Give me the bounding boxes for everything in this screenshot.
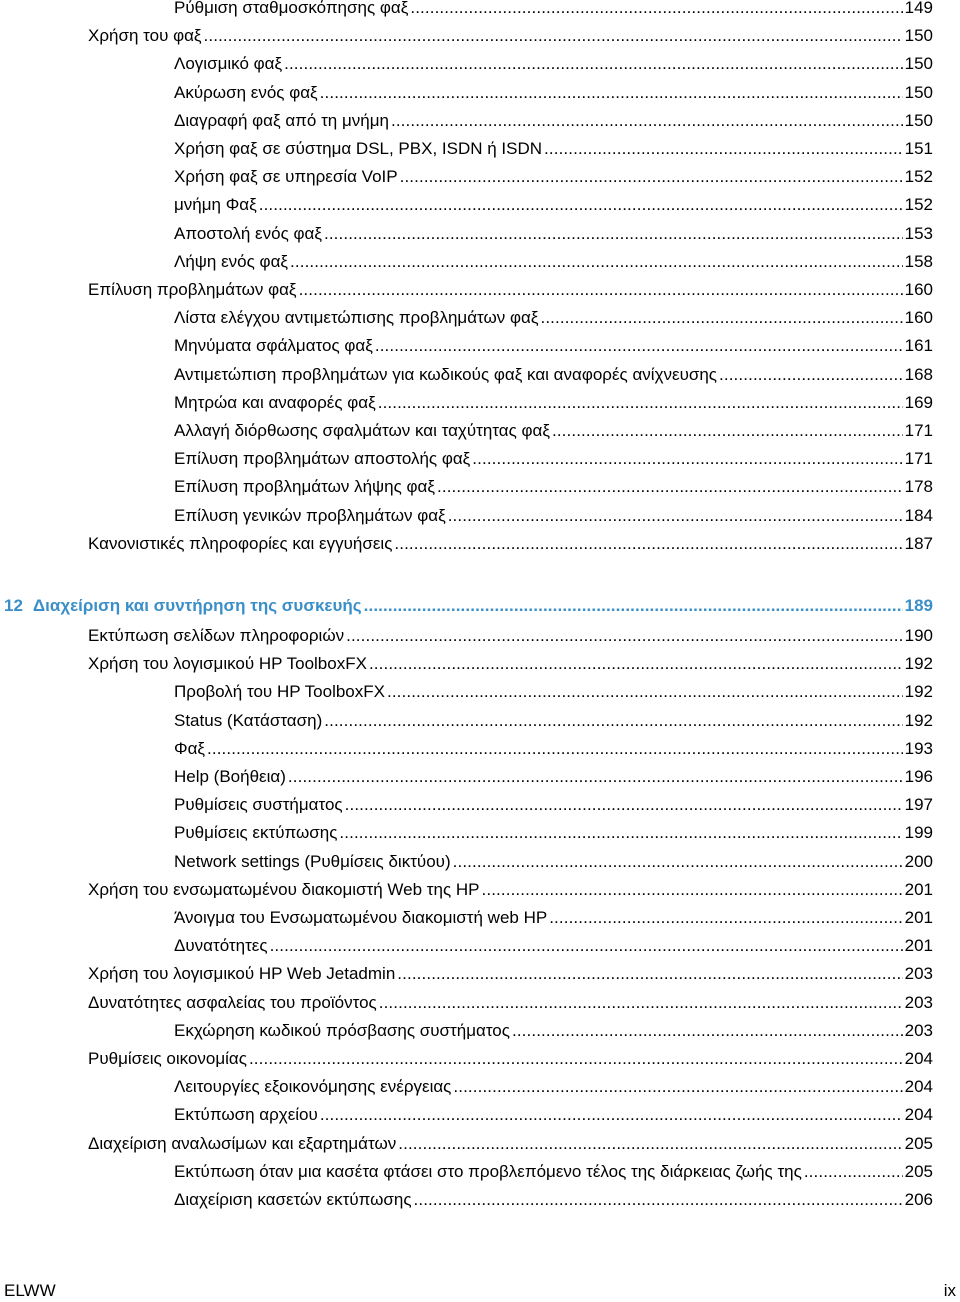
dot-leader — [549, 904, 902, 932]
toc-entry[interactable] — [174, 1101, 933, 1129]
toc-entry-title: Εκτύπωση όταν μια κασέτα φτάσει στο προβλεπόμενο τέλος της διάρκειας ζωής της — [174, 1161, 802, 1181]
dot-leader — [512, 1017, 903, 1045]
dot-leader — [453, 848, 903, 876]
dot-leader — [346, 622, 903, 650]
toc-entry-title: Εκχώρηση κωδικού πρόσβασης συστήματος — [174, 1020, 510, 1040]
toc-entry-title: μνήμη Φαξ — [174, 195, 257, 215]
dot-leader — [369, 650, 903, 678]
dot-leader — [324, 707, 902, 735]
dot-leader — [453, 1073, 902, 1101]
toc-entry-page-number: 201 — [904, 908, 933, 927]
toc-entry[interactable] — [174, 304, 933, 332]
dot-leader — [552, 417, 903, 445]
toc-entry-title: Προβολή του HP ToolboxFX — [174, 682, 385, 702]
dot-leader — [249, 1045, 903, 1073]
toc-entry[interactable] — [174, 248, 933, 276]
toc-entry-title: Επίλυση προβλημάτων φαξ — [88, 280, 297, 299]
toc-entry[interactable] — [174, 791, 933, 819]
dot-leader — [284, 50, 903, 78]
toc-entry-page-number: 196 — [904, 767, 933, 786]
toc-entry-title: Ακύρωση ενός φαξ — [174, 82, 318, 102]
chapter-number: 12 — [4, 596, 23, 615]
dot-leader — [339, 819, 902, 847]
toc-entry[interactable] — [174, 163, 933, 191]
toc-entry-title: Λίστα ελέγχου αντιμετώπισης προβλημάτων φαξ — [174, 308, 539, 328]
toc-entry-page-number: 150 — [904, 26, 933, 46]
dot-leader — [540, 304, 902, 332]
toc-entry-page-number: 193 — [904, 738, 933, 758]
toc-entry[interactable] — [174, 1073, 933, 1101]
toc-entry[interactable] — [88, 622, 933, 650]
toc-entry-title: Network settings (Ρυθμίσεις δικτύου) — [174, 851, 451, 871]
toc-entry-title: Ρυθμίσεις εκτύπωσης — [174, 823, 338, 843]
chapter-page-number: 189 — [904, 596, 933, 615]
toc-entry-page-number: 184 — [904, 505, 933, 525]
dot-leader — [207, 735, 903, 763]
toc-entry[interactable] — [174, 473, 933, 501]
toc-entry[interactable] — [174, 1017, 933, 1045]
toc-entry[interactable] — [88, 650, 933, 678]
toc-entry-title: Φαξ — [174, 738, 206, 758]
chapter-title: Διαχείριση και συντήρηση της συσκευής — [32, 596, 362, 615]
footer-edition: ELWW — [4, 1281, 56, 1300]
dot-leader — [544, 135, 903, 163]
toc-entry-page-number: 205 — [904, 1133, 933, 1153]
toc-entry-title: Χρήση φαξ σε υπηρεσία VoIP — [174, 167, 398, 187]
toc-entry-title: Άνοιγμα του Ενσωματωμένου διακομιστή web HP — [174, 908, 548, 927]
toc-entry-page-number: 150 — [904, 54, 933, 74]
toc-entry-page-number: 178 — [904, 477, 933, 497]
dot-leader — [387, 678, 903, 706]
toc-entry-title: Αποστολή ενός φαξ — [174, 223, 322, 243]
toc-entry[interactable] — [174, 191, 933, 219]
toc-entry-page-number: 201 — [904, 879, 933, 899]
toc-entry[interactable] — [174, 107, 933, 135]
toc-entry-page-number: 158 — [904, 251, 933, 271]
toc-entry-title: Μηνύματα σφάλματος φαξ — [174, 336, 373, 356]
dot-leader — [378, 389, 903, 417]
dot-leader — [448, 502, 903, 530]
toc-entry-title: Διαχείριση κασετών εκτύπωσης — [174, 1190, 412, 1209]
toc-entry-title: Ρυθμίσεις συστήματος — [174, 795, 343, 815]
toc-entry-page-number: 152 — [904, 195, 933, 215]
dot-leader — [398, 1130, 902, 1158]
toc-entry-title: Help (Βοήθεια) — [174, 767, 286, 786]
dot-leader — [804, 1158, 903, 1186]
toc-entry-page-number: 192 — [904, 682, 933, 702]
toc-entry-title: Επίλυση γενικών προβλημάτων φαξ — [174, 505, 446, 525]
toc-entry-title: Επίλυση προβλημάτων λήψης φαξ — [174, 477, 435, 497]
toc-entry[interactable] — [174, 445, 933, 473]
toc-entry-title: Επίλυση προβλημάτων αποστολής φαξ — [174, 449, 471, 469]
toc-entry-title: Εκτύπωση αρχείου — [174, 1105, 318, 1125]
toc-entry-page-number: 200 — [904, 851, 933, 871]
dot-leader — [259, 191, 903, 219]
toc-entry-title: Χρήση του λογισμικού HP Web Jetadmin — [88, 964, 396, 984]
dot-leader — [379, 989, 903, 1017]
dot-leader — [288, 763, 903, 791]
dot-leader — [270, 932, 903, 960]
toc-entry-page-number: 205 — [904, 1161, 933, 1181]
dot-leader — [204, 22, 903, 50]
toc-entry-title: Μητρώα και αναφορές φαξ — [174, 392, 376, 412]
dot-leader — [400, 163, 903, 191]
toc-entry[interactable] — [88, 989, 933, 1017]
toc-entry-title: Λογισμικό φαξ — [174, 54, 283, 74]
toc-entry-page-number: 206 — [904, 1190, 933, 1209]
footer-page-number: ix — [943, 1281, 956, 1300]
toc-entry-title: Λήψη ενός φαξ — [174, 251, 289, 271]
toc-entry-title: Ρυθμίσεις οικονομίας — [88, 1049, 247, 1068]
toc-entry[interactable] — [174, 0, 933, 22]
toc-entry-title: Αντιμετώπιση προβλημάτων για κωδικούς φαξ και αναφορές ανίχνευσης — [174, 364, 718, 384]
toc-entry-page-number: 160 — [904, 308, 933, 328]
toc-entry[interactable] — [174, 332, 933, 360]
toc-entry[interactable] — [174, 389, 933, 417]
toc-entry-page-number: 169 — [904, 392, 933, 412]
toc-entry-title: Διαγραφή φαξ από τη μνήμη — [174, 110, 389, 130]
toc-entry-page-number: 190 — [904, 626, 933, 645]
toc-entry-title: Διαχείριση αναλωσίμων και εξαρτημάτων — [88, 1133, 397, 1153]
toc-entry-page-number: 161 — [904, 336, 933, 356]
dot-leader — [482, 876, 903, 904]
chapter-heading[interactable] — [4, 592, 933, 620]
toc-entry[interactable] — [174, 502, 933, 530]
toc-entry-page-number: 204 — [904, 1077, 933, 1097]
toc-entry[interactable] — [88, 1130, 933, 1158]
dot-leader — [391, 107, 903, 135]
toc-entry-title: Status (Κατάσταση) — [174, 710, 323, 730]
toc-entry[interactable] — [174, 1158, 933, 1186]
toc-entry-page-number: 153 — [904, 223, 933, 243]
toc-entry-page-number: 150 — [904, 82, 933, 102]
toc-entry[interactable] — [88, 530, 933, 558]
toc-entry-page-number: 192 — [904, 654, 933, 674]
toc-entry-title: Χρήση φαξ σε σύστημα DSL, PBX, ISDN ή ISDN — [174, 139, 543, 158]
toc-entry[interactable] — [174, 79, 933, 107]
toc-entry-page-number: 150 — [904, 110, 933, 130]
dot-leader — [410, 0, 902, 22]
toc-entry[interactable] — [174, 707, 933, 735]
toc-entry-page-number: 160 — [904, 280, 933, 299]
dot-leader — [437, 473, 903, 501]
toc-entry[interactable] — [174, 50, 933, 78]
toc-entry-title: Χρήση του ενσωματωμένου διακομιστή Web της HP — [88, 879, 480, 899]
toc-entry-page-number: 151 — [904, 139, 933, 158]
toc-entry-page-number: 201 — [904, 936, 933, 956]
dot-leader — [320, 1101, 903, 1129]
dot-leader — [299, 276, 903, 304]
toc-entry[interactable] — [174, 220, 933, 248]
toc-entry-title: Δυνατότητες — [174, 936, 268, 956]
toc-entry[interactable] — [174, 819, 933, 847]
toc-entry-page-number: 187 — [904, 533, 933, 553]
toc-entry-title: Εκτύπωση σελίδων πληροφοριών — [88, 626, 345, 645]
toc-entry[interactable] — [174, 848, 933, 876]
toc-entry-page-number: 204 — [904, 1049, 933, 1068]
toc-entry[interactable] — [174, 417, 933, 445]
toc-entry[interactable] — [174, 904, 933, 932]
toc-entry[interactable] — [174, 932, 933, 960]
toc-entry[interactable] — [88, 22, 933, 50]
toc-entry[interactable] — [88, 960, 933, 988]
toc-entry-page-number: 168 — [904, 364, 933, 384]
dot-leader — [472, 445, 902, 473]
toc-entry-title: Κανονιστικές πληροφορίες και εγγυήσεις — [88, 533, 393, 553]
toc-entry[interactable] — [174, 135, 933, 163]
toc-entry-title: Χρήση του φαξ — [88, 26, 202, 46]
toc-entry-page-number: 203 — [904, 964, 933, 984]
toc-entry[interactable] — [174, 361, 933, 389]
toc-entry[interactable] — [174, 678, 933, 706]
toc-entry-page-number: 152 — [904, 167, 933, 187]
toc-entry-page-number: 199 — [904, 823, 933, 843]
toc-entry-page-number: 197 — [904, 795, 933, 815]
dot-leader — [414, 1186, 903, 1214]
toc-entry-title: Δυνατότητες ασφαλείας του προϊόντος — [88, 992, 377, 1012]
toc-entry-page-number: 171 — [904, 421, 933, 440]
toc-entry-page-number: 204 — [904, 1105, 933, 1125]
toc-entry-title: Λειτουργίες εξοικονόμησης ενέργειας — [174, 1077, 452, 1097]
dot-leader — [719, 361, 903, 389]
dot-leader — [375, 332, 903, 360]
toc-entry[interactable] — [174, 735, 933, 763]
dot-leader — [345, 791, 903, 819]
dot-leader — [324, 220, 903, 248]
toc-entry-title: Ρύθμιση σταθμοσκόπησης φαξ — [174, 0, 409, 17]
toc-entry-title: Χρήση του λογισμικού HP ToolboxFX — [88, 654, 367, 674]
toc-entry-page-number: 192 — [904, 710, 933, 730]
toc-entry-page-number: 203 — [904, 992, 933, 1012]
dot-leader — [290, 248, 903, 276]
toc-entry[interactable] — [88, 276, 933, 304]
toc-entry[interactable] — [174, 1186, 933, 1214]
toc-entry[interactable] — [88, 876, 933, 904]
toc-entry[interactable] — [174, 763, 933, 791]
dot-leader — [320, 79, 903, 107]
dot-leader — [394, 530, 902, 558]
dot-leader — [397, 960, 902, 988]
toc-entry-page-number: 171 — [904, 449, 933, 469]
toc-entry-page-number: 203 — [904, 1020, 933, 1040]
dot-leader — [364, 592, 903, 620]
toc-entry-title: Αλλαγή διόρθωσης σφαλμάτων και ταχύτητας φαξ — [174, 421, 550, 440]
toc-entry[interactable] — [88, 1045, 933, 1073]
toc-entry-page-number: 149 — [904, 0, 933, 17]
